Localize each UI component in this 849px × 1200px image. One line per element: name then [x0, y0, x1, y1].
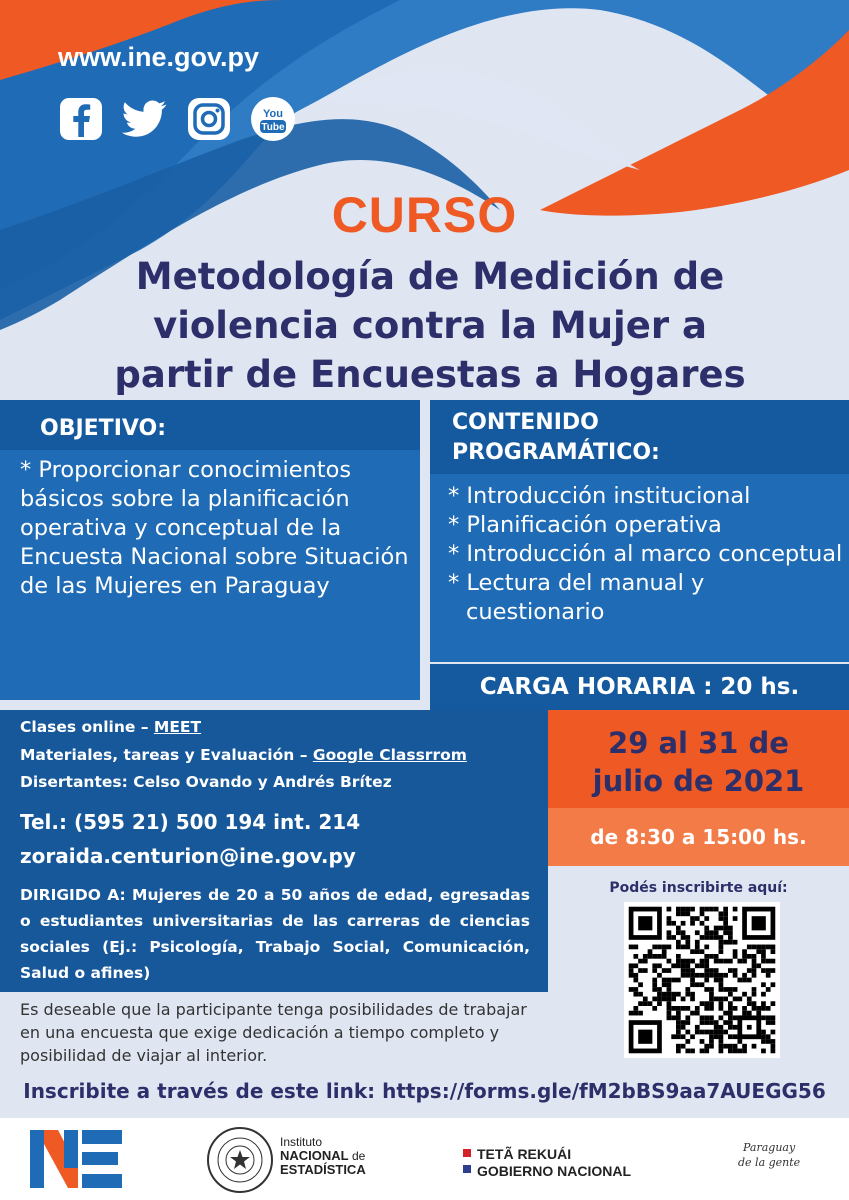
nota-text: Es deseable que la participante tenga posibilidades de trabajar en una encuesta que exige dedicación a tiempo completo y posibilidad de viajar al interior.	[20, 1000, 527, 1065]
contenido-item: * Planificación operativa	[448, 512, 722, 538]
materiales-prefix: Materiales, tareas y Evaluación –	[20, 746, 313, 764]
paraguay-line-2: de la gente	[738, 1156, 801, 1169]
republic-seal-icon	[207, 1127, 273, 1193]
youtube-icon[interactable]	[250, 96, 296, 142]
clases-prefix: Clases online –	[20, 718, 154, 736]
youtube-label-2: Tube	[261, 122, 285, 133]
ine-name	[280, 1135, 366, 1177]
instagram-icon[interactable]	[186, 96, 232, 142]
gov-line-1: TETÃ REKUÁI	[477, 1146, 572, 1162]
twitter-icon[interactable]	[122, 96, 168, 142]
telefono: Tel.: (595 21) 500 194 int. 214	[20, 810, 361, 834]
youtube-label-1: You	[263, 108, 283, 120]
qr-code[interactable]	[624, 902, 780, 1058]
inscripcion-link[interactable]: Inscribite a través de este link: https://forms.gle/fM2bBS9aa7AUEGG56	[23, 1079, 826, 1103]
ine-line-2: NACIONAL	[280, 1148, 349, 1163]
course-title-line-3: partir de Encuestas a Hogares	[114, 353, 746, 396]
fecha-text	[548, 724, 849, 800]
contenido-item: * Introducción institucional	[448, 483, 751, 509]
horario: de 8:30 a 15:00 hs.	[548, 808, 849, 866]
paraguay-gente-logo	[738, 1140, 800, 1170]
contenido-heading	[452, 408, 660, 468]
contenido-heading-line-1: CONTENIDO	[452, 410, 599, 435]
course-label: CURSO	[331, 187, 518, 243]
email[interactable]: zoraida.centurion@ine.gov.py	[20, 844, 356, 868]
contenido-list	[448, 482, 843, 627]
fecha-line-1: 29 al 31 de	[608, 726, 789, 760]
contenido-heading-line-2: PROGRAMÁTICO:	[452, 440, 660, 465]
contenido-item: * Lectura del manual y cuestionario	[448, 570, 705, 625]
classroom-link[interactable]: Google Classrrom	[312, 746, 467, 764]
gov-square-blue	[463, 1165, 471, 1173]
fecha-line-2: julio de 2021	[592, 764, 805, 798]
facebook-icon[interactable]	[58, 96, 104, 142]
dirigido-text: DIRIGIDO A: Mujeres de 20 a 50 años de edad, egresadas o estudiantes universitarias de las carreras de ciencias sociales (Ej.: Psicología, Trabajo Social, Comunicación, Salud o afines)	[20, 886, 530, 982]
contenido-item: * Introducción al marco conceptual	[448, 541, 843, 567]
meet-link[interactable]: MEET	[153, 718, 202, 736]
course-title-line-1: Metodología de Medición de	[135, 255, 725, 298]
objetivo-text: * Proporcionar conocimientos básicos sobre la planificación operativa y conceptual de la Encuesta Nacional sobre Situación de las Mujeres en Paraguay	[20, 457, 409, 599]
ne-logo-icon	[28, 1128, 128, 1194]
gov-name	[477, 1146, 631, 1180]
ine-line-3: ESTADÍSTICA	[280, 1162, 366, 1177]
course-title-line-2: violencia contra la Mujer a	[153, 304, 707, 347]
social-icons-row	[58, 96, 296, 142]
ine-line-1: Instituto	[280, 1135, 323, 1149]
qr-label: Podés inscribirte aquí:	[609, 880, 788, 896]
gov-square-red	[463, 1149, 471, 1157]
course-title	[60, 252, 800, 399]
website-url[interactable]: www.ine.gov.py	[58, 42, 260, 72]
carga-horaria: CARGA HORARIA : 20 hs.	[430, 664, 849, 710]
materiales-line	[20, 746, 467, 764]
paraguay-line-1: Paraguay	[743, 1141, 796, 1154]
clases-line	[20, 718, 201, 736]
ine-line-2b: de	[348, 1149, 366, 1163]
objetivo-heading: OBJETIVO:	[40, 416, 167, 441]
qr-code-graphic[interactable]	[624, 902, 780, 1058]
disertantes-line: Disertantes: Celso Ovando y Andrés Brítez	[20, 773, 392, 791]
gov-line-2: GOBIERNO NACIONAL	[477, 1163, 631, 1179]
